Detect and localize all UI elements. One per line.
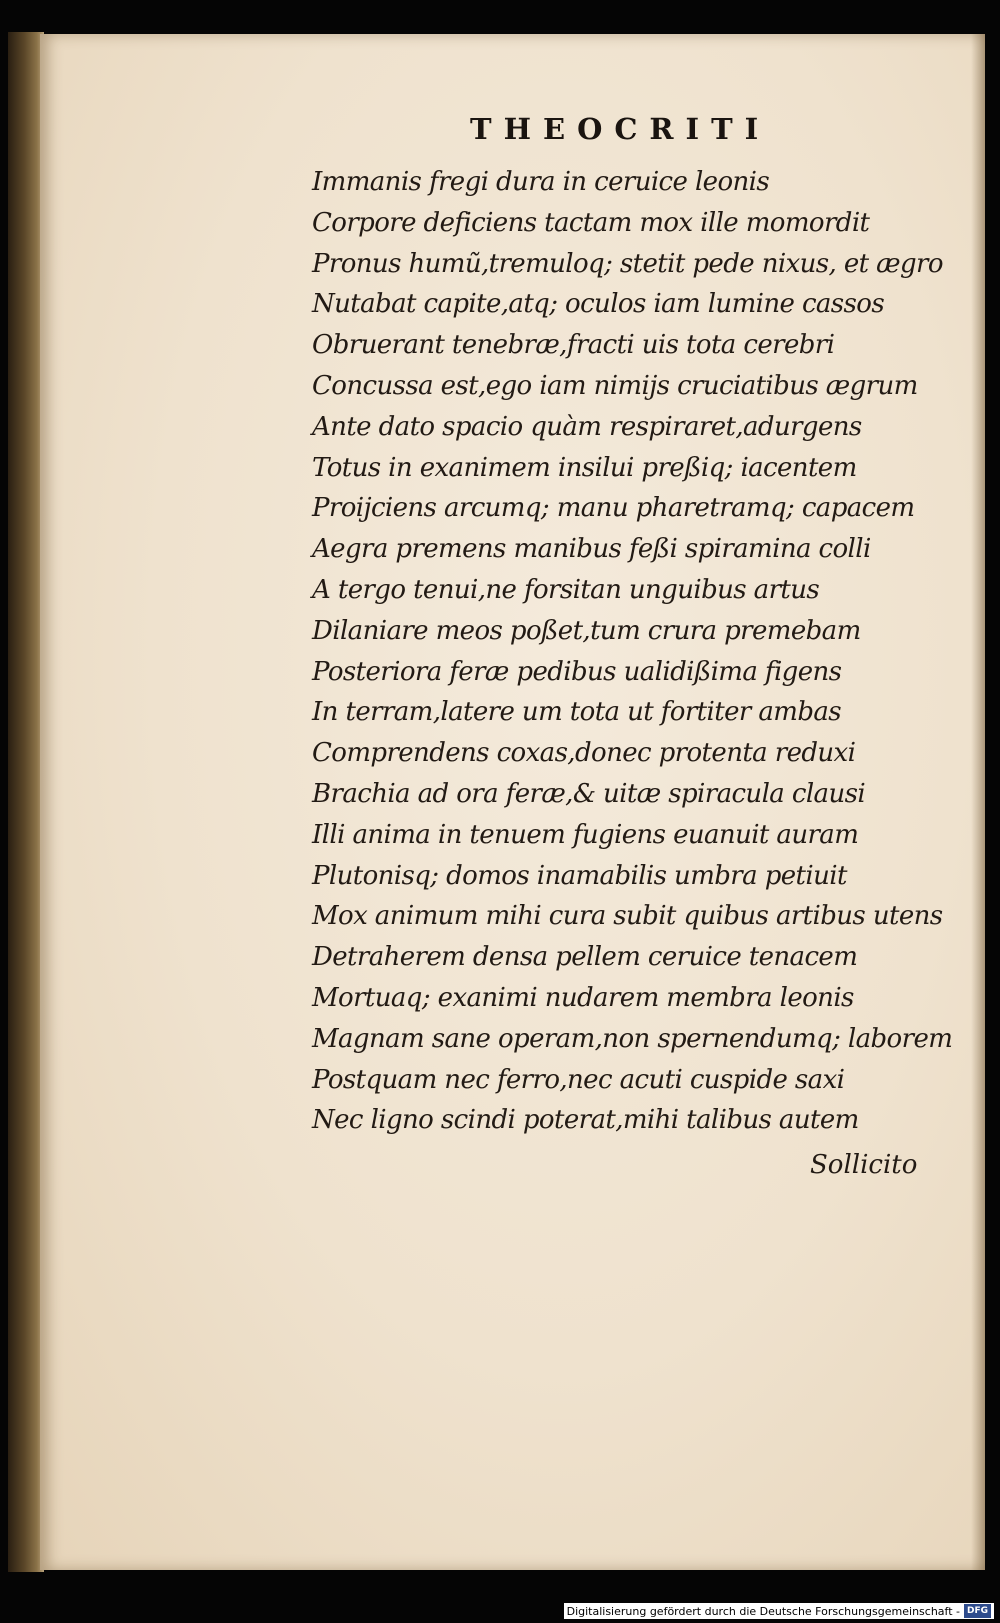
verse-line: A tergo tenui,ne forsitan unguibus artus <box>312 574 820 605</box>
dfg-logo: DFG <box>964 1604 991 1618</box>
verse-line: Posteriora feræ pedibus ualidißima figens <box>312 656 842 687</box>
verse-line: Concussa est,ego iam nimijs cruciatibus ægrum <box>312 370 918 401</box>
digitization-credit <box>564 1603 994 1619</box>
verse-line: Totus in exanimem insilui preßiq; iacentem <box>312 452 857 483</box>
verse-line: Immanis fregi dura in ceruice leonis <box>312 167 770 197</box>
verse-line: Comprendens coxas,donec protenta reduxi <box>312 738 856 769</box>
verse-line: Plutonisq; domos inamabilis umbra petiuit <box>312 860 847 891</box>
verse-line: Detraherem densa pellem ceruice tenacem <box>312 942 858 973</box>
verse-line: Illi anima in tenuem fugiens euanuit auram <box>312 819 859 850</box>
verse-line: Dilaniare meos poßet,tum crura premebam <box>312 615 861 646</box>
verse-line: Proijciens arcumq; manu pharetramq; capacem <box>312 493 915 524</box>
verse-line: Nutabat capite,atq; oculos iam lumine cassos <box>312 289 885 320</box>
verse-line: Ante dato spacio quàm respiraret,adurgens <box>312 411 862 442</box>
running-head: THEOCRITI <box>470 112 771 146</box>
page-edge <box>971 34 985 1570</box>
verse-line: Mortuaq; exanimi nudarem membra leonis <box>312 982 854 1013</box>
credit-text: Digitalisierung gefördert durch die Deutsche Forschungsgemeinschaft - <box>566 1604 960 1618</box>
verse-line: Mox animum mihi cura subit quibus artibus utens <box>312 901 943 932</box>
catchword: Sollicito <box>810 1150 918 1180</box>
verse-line: Magnam sane operam,non spernendumq; laborem <box>312 1023 953 1054</box>
book-page <box>40 34 985 1570</box>
verse-line: Pronus humũ,tremuloq; stetit pede nixus, et ægro <box>312 248 943 279</box>
verse-line: Nec ligno scindi poterat,mihi talibus autem <box>312 1105 859 1136</box>
verse-line: Postquam nec ferro,nec acuti cuspide saxi <box>312 1064 845 1095</box>
verse-line: Aegra premens manibus feßi spiramina colli <box>312 534 871 565</box>
verse-block <box>312 162 952 1141</box>
verse-line: Brachia ad ora feræ,& uitæ spiracula clausi <box>312 778 866 809</box>
verse-line: Obruerant tenebræ,fracti uis tota cerebri <box>312 330 835 361</box>
book-binding <box>8 32 44 1572</box>
verse-line: In terram,latere um tota ut fortiter ambas <box>312 697 842 728</box>
verse-line: Corpore deficiens tactam mox ille momordit <box>312 207 870 238</box>
